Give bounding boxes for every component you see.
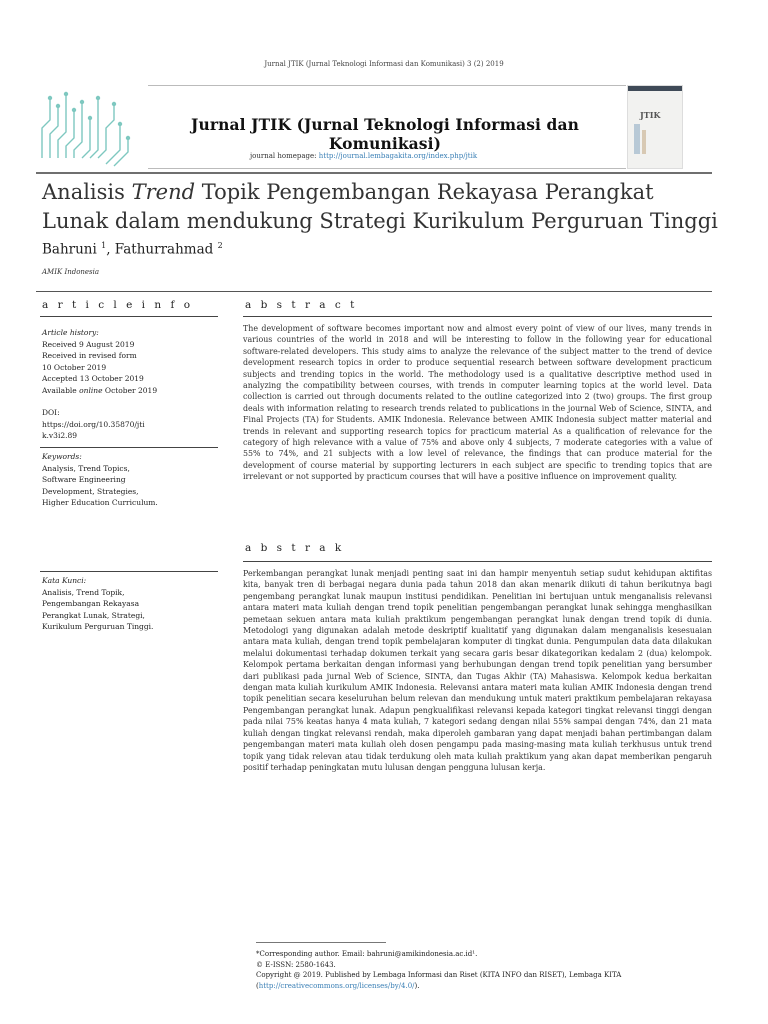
- author-list: Bahruni $^1$, Fathurrahmad $^2$: [42, 241, 223, 258]
- divider: [243, 561, 712, 562]
- divider: [36, 291, 712, 292]
- homepage-link[interactable]: http://journal.lembagakita.org/index.php/jtik: [318, 152, 478, 160]
- journal-title: Jurnal JTIK (Jurnal Teknologi Informasi dan Komunikasi): [191, 115, 579, 153]
- copyright: Copyright @ 2019. Published by Lembaga Informasi dan Riset (KITA INFO dan RISET), Lembaga KITA: [256, 971, 622, 979]
- homepage-label: journal homepage:: [250, 152, 317, 160]
- article-history: Article history: Received 9 August 2019 Received in revised form 10 October 2019 Accepted 13 October 2019 Available online October 2019 DOI: https://doi.org/10.35870/jti k.v3i2.89: [42, 327, 220, 442]
- article-info-heading: a r t i c l e i n f o: [42, 299, 194, 311]
- abstract-text: The development of software becomes important now and almost every point of view of our lives, many trends in various countries of the world in 2018 and will be interesting to follow in the following year for educational software-related developers. This study aims to analyze the relevance of the subject matter to the trend of device development research topics in order to produce sequential research between software development practicum subjects and trending topics in the world. The methodology used is a qualitative descriptive method used in analyzing the compatibility between courses, with trends in computer learning topics at the world level. Data collection is carried out through documents related to the outline categorized into 2 (two) groups. The first group deals with information relating to research trends related to publications in the journal Web of Science, SINTA, and Final Projects (TA) for Students. AMIK Indonesia. Relevance between AMIK Indonesia subject matter material and trends in relevant and supporting research topics for practicum material As a qualification of relevance for the category of high relevance with a value of 75% and above only 4 subjects, 7 moderate categories with a value of 55% to 74%, and 21 subjects with a low level of relevance, the findings that can produce material for the development of course material by supporting lecturers in each subject are specific to trending topics that are irrelevant or not supported by practicum courses that will have a positive influence on improvement quality.: [243, 324, 712, 482]
- journal-cover-icon: [627, 85, 683, 169]
- affiliation: AMIK Indonesia: [42, 268, 100, 276]
- divider: [40, 447, 218, 448]
- doi-label: DOI:: [42, 408, 60, 417]
- circuit-logo-icon: [36, 88, 146, 170]
- eissn: © E-ISSN: 2580-1643.: [256, 960, 336, 969]
- doi-link[interactable]: k.v3i2.89: [42, 431, 78, 440]
- divider: [256, 942, 386, 943]
- divider: [36, 172, 712, 174]
- cover-title: JTIK: [640, 110, 661, 120]
- divider: [40, 571, 218, 572]
- divider: [243, 316, 712, 317]
- abstract-heading: a b s t r a c t: [245, 299, 358, 311]
- footnote: *Corresponding author. Email: bahruni@amikindonesia.ac.id¹. © E-ISSN: 2580-1643. Copyright @ 2019. Published by Lembaga Informasi dan Riset (KITA INFO dan RISET), Lembaga KITA (http://creativecommons.org/licenses/by/4.0/).: [256, 949, 716, 991]
- keywords-block: Keywords: Analysis, Trend Topics, Software Engineering Development, Strategies, Higher Education Curriculum.: [42, 452, 158, 507]
- running-head: Jurnal JTIK (Jurnal Teknologi Informasi dan Komunikasi) 3 (2) 2019: [264, 60, 504, 68]
- abstrak-text: Perkembangan perangkat lunak menjadi penting saat ini dan hampir menyentuh setiap sudut kehidupan aktifitas kita, banyak tren di berbagai negara dunia pada tahun 2018 dan akan menarik diikuti di tahun berikutnya bagi pengembang perangkat lunak maupun institusi pendidikan. Penelitian ini bertujuan untuk menganalisis relevansi antara materi mata kuliah dengan trend topik penelitian pengembangan perangkat lunak sehingga menghasilkan pemetaan sekuen antara mata kuliah praktikum pengembangan perangkat lunak dengan trend topik di dunia. Metodologi yang digunakan adalah metode deskriptif kualitatif yang digunakan dalam menganalisis kesesuaian antara mata kuliah, dengan trend topik pembelajaran komputer di tingkat dunia. Pengumpulan data data dilakukan melalui dokumentasi terhadap dokumen terkait yang secara garis besar dikategorikan kedalam 2 (dua) kelompok. Kelompok pertama berkaitan dengan informasi yang berhubungan dengan trend topik penelitian yang bersumber dari publikasi pada jurnal Web of Science, SINTA, dan Tugas Akhir (TA) Mahasiswa. Kelompok kedua berkaitan dengan mata kuliah kurikulum AMIK Indonesia. Relevansi antara materi mata kulian AMIK Indonesia dengan trend topik penelitian secara keseluruhan belum relevan dan mendukung untuk materi praktikum pembelajaran rekayasa Pengembangan perangkat lunak. Adapun pengkualifikasi relevansi kepada kategori tingkat relevansi tinggi dengan pada nilai 75% keatas hanya 4 mata kuliah, 7 kategori sedang dengan nilai 55% sampai dengan 74%, dan 21 mata kuliah dengan tingkat relevansi rendah, maka diperoleh gambaran yang dapat menjadi bahan pertimbangan dalam pengembangan materi mata kuliah oleh dosen pengampu pada masing-masing mata kuliah terkhusus untuk trend topik yang tidak relevan atau tidak terdukung oleh mata kuliah praktikum yang akan dapat memberikan pengaruh positif terhadap peningkatan mutu lulusan dengan pengguna lulusan kerja.: [243, 569, 712, 772]
- journal-homepage: [250, 152, 477, 160]
- kata-kunci-block: Kata Kunci: Analisis, Trend Topik, Pengembangan Rekayasa Perangkat Lunak, Strategi, Kurikulum Perguruan Tinggi.: [42, 576, 154, 631]
- corresponding-author: *Corresponding author. Email: bahruni@amikindonesia.ac.id¹.: [256, 950, 478, 958]
- doi-link[interactable]: https://doi.org/10.35870/jti: [42, 419, 145, 429]
- license-link[interactable]: http://creativecommons.org/licenses/by/4.0/: [258, 981, 415, 990]
- divider: [40, 316, 218, 317]
- article-title: Analisis Trend Topik Pengembangan Rekayasa Perangkat Lunak dalam mendukung Strategi Kurikulum Perguruan Tinggi: [42, 180, 718, 233]
- abstrak-heading: a b s t r a k: [245, 542, 345, 554]
